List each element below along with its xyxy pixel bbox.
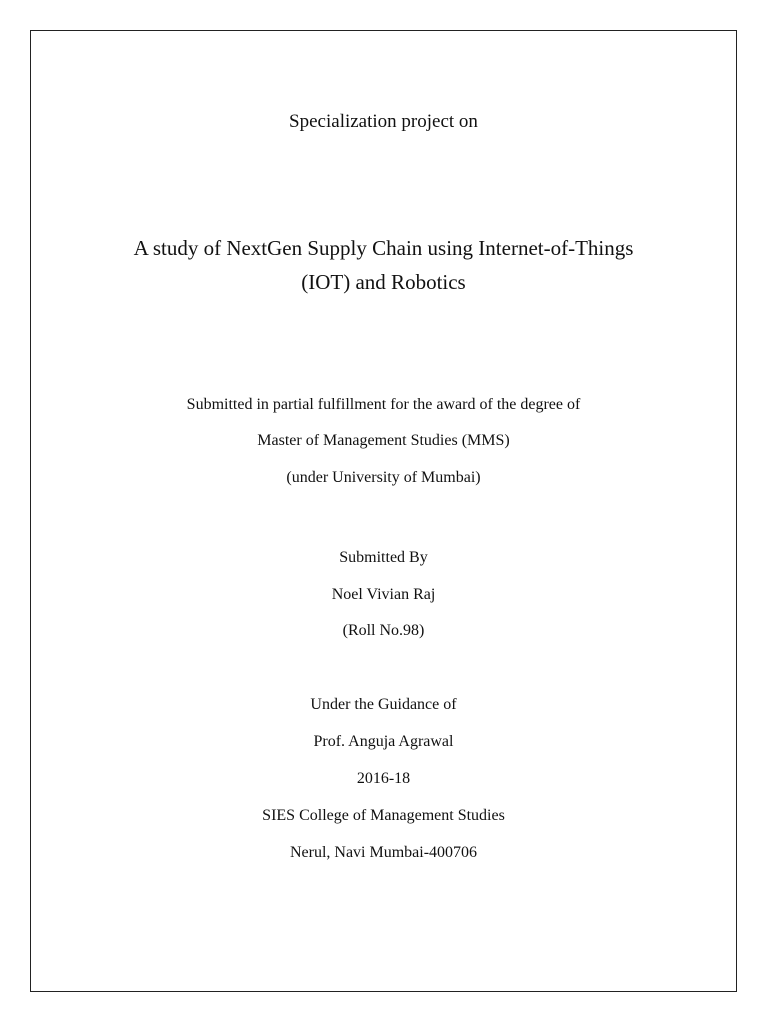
submitted-by-label: Submitted By [339, 549, 428, 566]
university-name: (under University of Mumbai) [286, 469, 481, 486]
title-line-1: A study of NextGen Supply Chain using Internet-of-Things [133, 236, 634, 260]
submission-purpose: Submitted in partial fulfillment for the award of the degree of [186, 396, 581, 413]
academic-years: 2016-18 [356, 770, 411, 787]
degree-name: Master of Management Studies (MMS) [257, 432, 510, 449]
guide-name: Prof. Anguja Agrawal [313, 733, 454, 750]
document-title [30, 231, 737, 299]
college-location: Nerul, Navi Mumbai-400706 [289, 844, 478, 861]
intro-line: Specialization project on [289, 111, 478, 132]
guidance-label: Under the Guidance of [310, 696, 457, 713]
roll-number: (Roll No.98) [342, 622, 425, 639]
college-name: SIES College of Management Studies [262, 807, 505, 824]
title-line-2: (IOT) and Robotics [301, 270, 466, 294]
author-name: Noel Vivian Raj [331, 586, 436, 603]
